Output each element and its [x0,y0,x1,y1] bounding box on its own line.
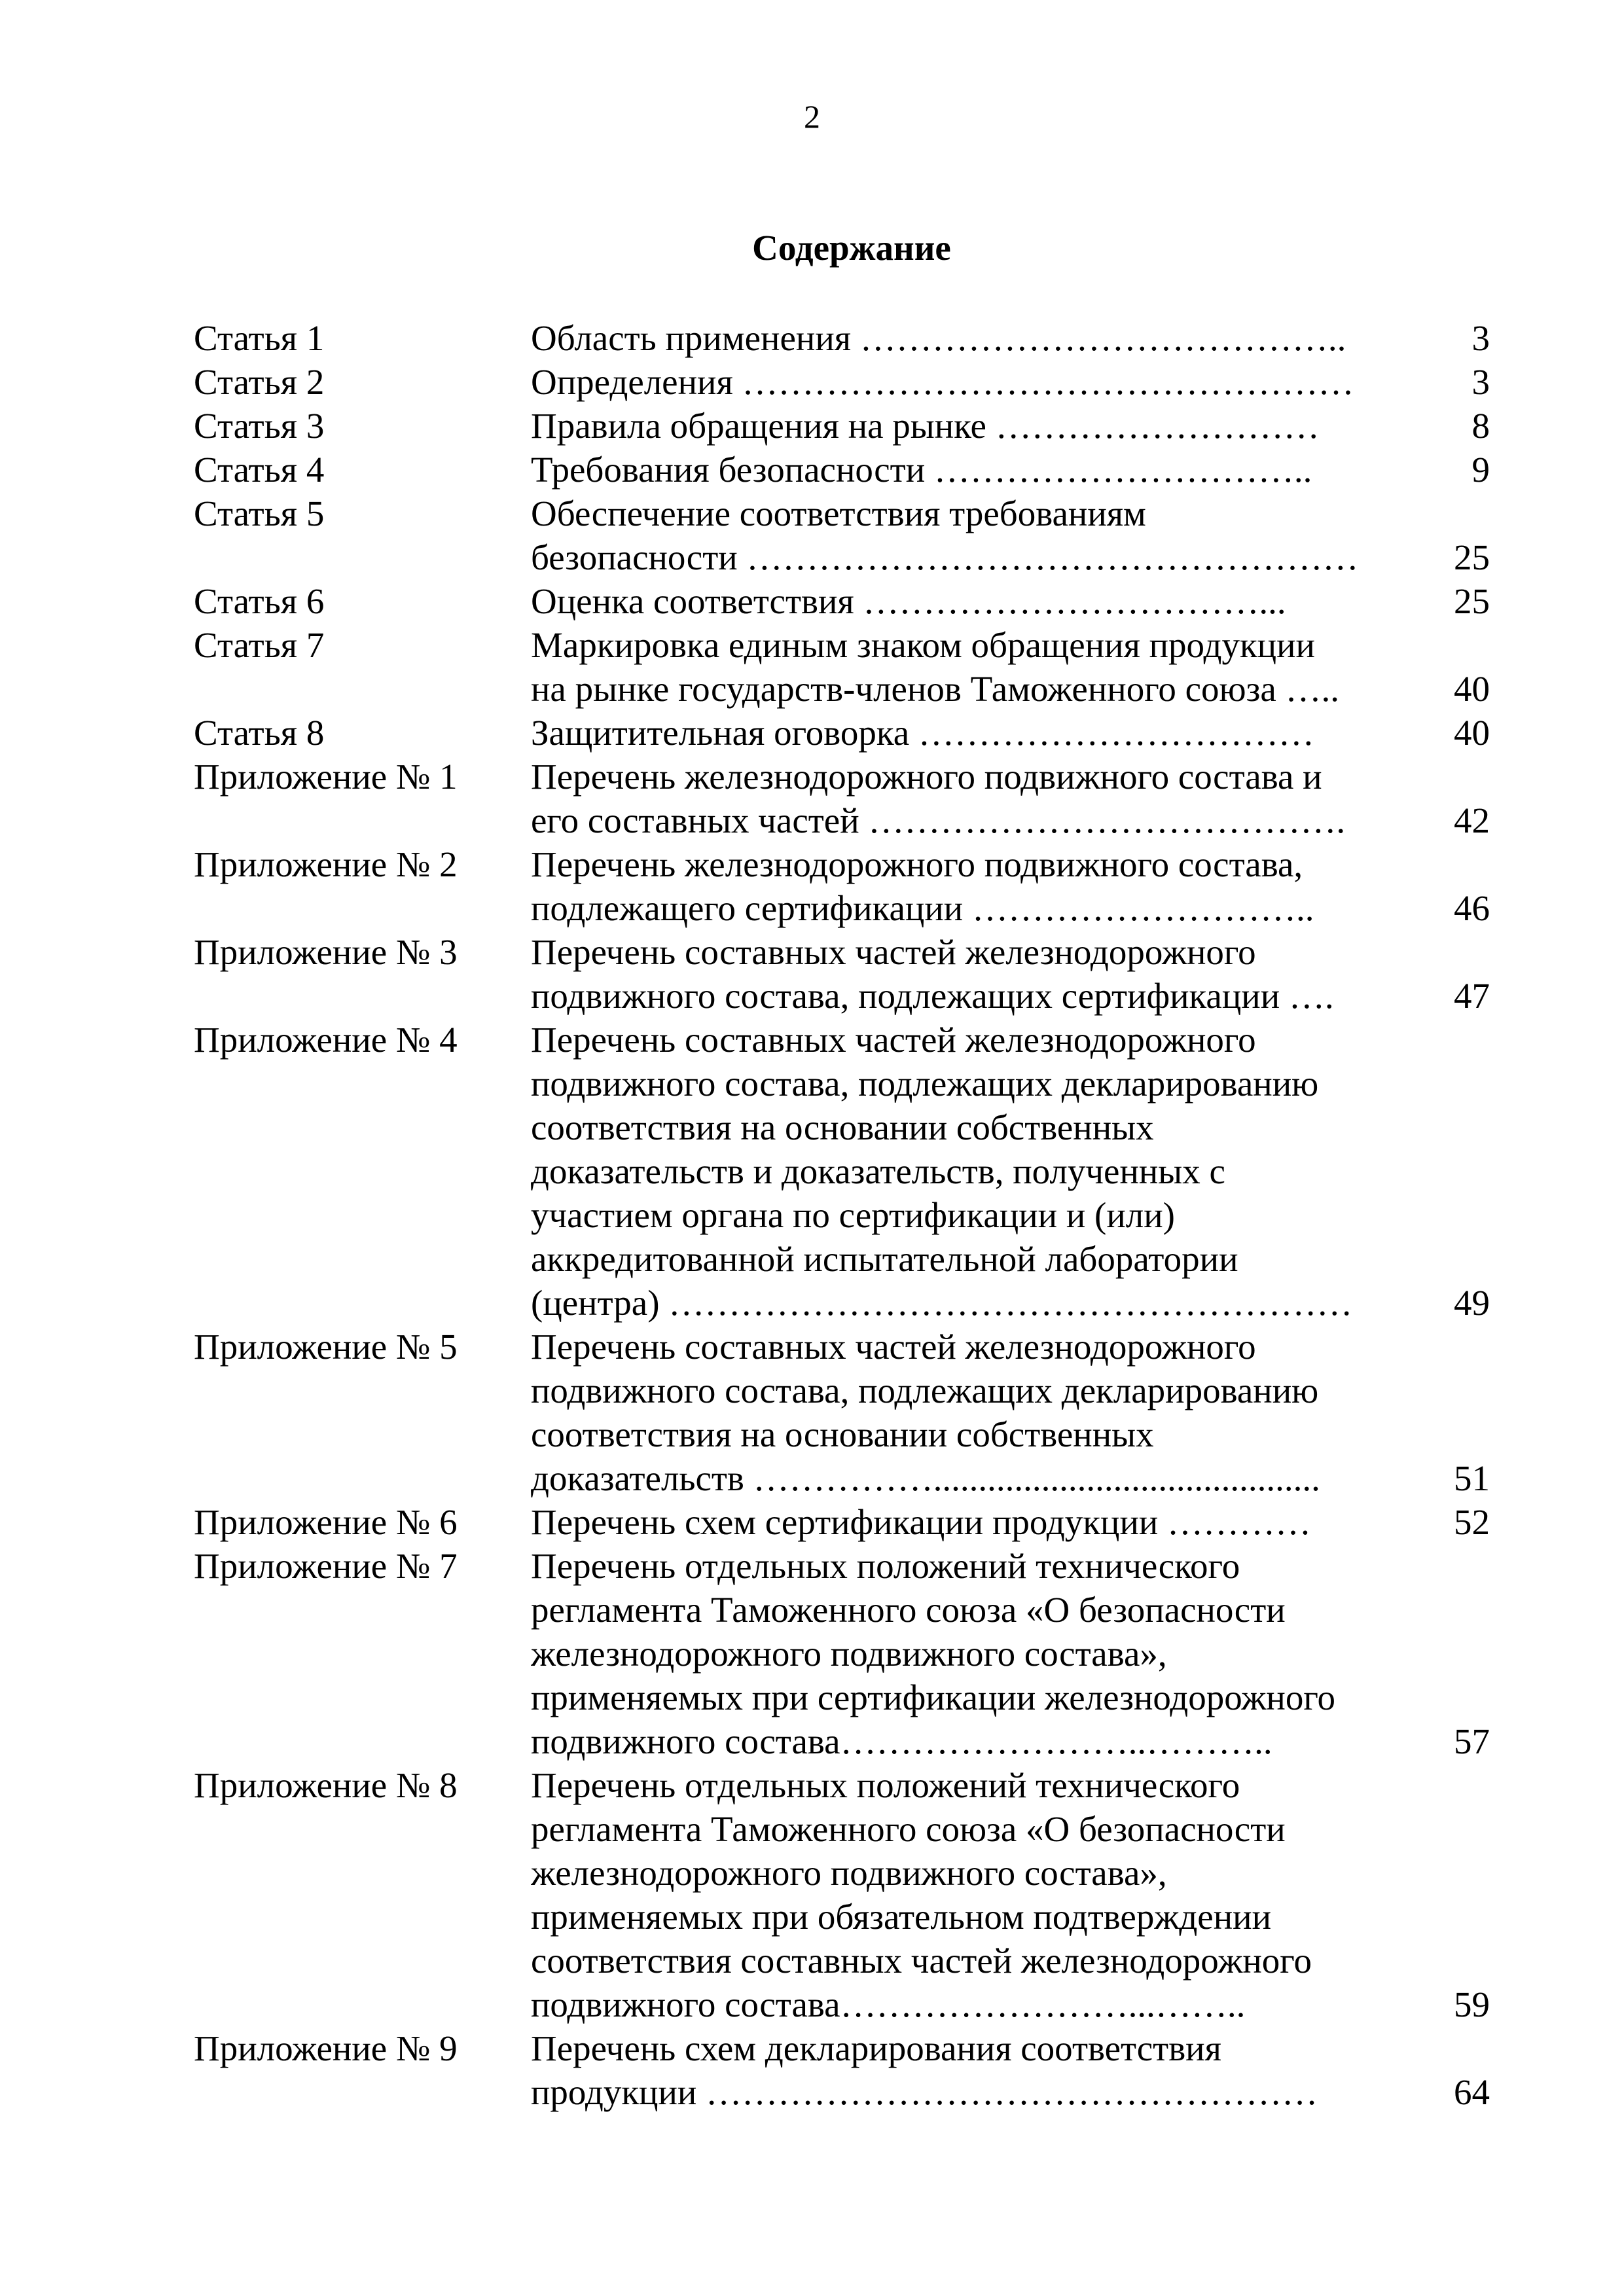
toc-entry-title: Защитительная оговорка …………………………… [531,713,1314,753]
toc-entry-page-spacer [1421,1412,1490,1456]
toc-entry-line [531,1325,1421,1369]
toc-entry-line [531,1412,1421,1456]
toc-entry-label: Статья 5 [194,493,325,533]
toc-entry-line [531,1763,1421,1807]
toc-entry-title: подвижного состава, подлежащих сертификации …. [531,976,1334,1016]
toc-entry-line [531,1149,1421,1193]
toc-entry-title: доказательств и доказательств, полученных с [531,1151,1225,1191]
toc-entry-page-spacer [1421,1149,1490,1193]
toc-entry-page-spacer [1421,623,1490,667]
toc-entry [194,316,1490,360]
toc-entry-page-spacer [1421,1895,1490,1939]
toc-entry [194,579,1490,623]
toc-entry-page-spacer [1421,1237,1490,1281]
toc-entry-body [531,1325,1490,1500]
toc-entry-line [531,974,1490,1018]
toc-entry-title: Правила обращения на рынке ……………………… [531,406,1320,446]
toc-entry-title: применяемых при сертификации железнодорожного [531,1677,1336,1717]
toc-entry-line [531,711,1490,755]
toc-entry-title: участием органа по сертификации и (или) [531,1195,1175,1235]
toc-entry-label: Статья 6 [194,581,325,621]
toc-entry-page-spacer [1421,1018,1490,1062]
toc-entry-page-spacer [1421,1105,1490,1149]
toc-entry-body [531,492,1490,579]
toc-entry-label: Приложение № 4 [194,1020,458,1060]
toc-entry-line [531,360,1490,404]
toc-entry-line [531,1982,1490,2026]
toc-entry-title: его составных частей …………………………………. [531,800,1346,840]
toc-entry-page: 51 [1454,1458,1490,1498]
toc-entry-line [531,1632,1421,1676]
toc-entry-title: соответствия на основании собственных [531,1414,1154,1454]
toc-entry-page: 49 [1454,1283,1490,1323]
toc-entry-page-spacer [1421,1369,1490,1412]
toc-entry [194,1325,1490,1500]
toc-entry-page-spacer [1421,2026,1490,2070]
toc-entry-title: продукции …………………………………………… [531,2072,1318,2112]
toc-entry-title: железнодорожного подвижного состава», [531,1853,1167,1893]
toc-entry-line [531,1939,1421,1982]
toc-entry [194,404,1490,448]
toc-entry-line [531,1807,1421,1851]
toc-entry-body [531,1763,1490,2026]
toc-entry-title: подвижного состава……………………..……….. [531,1721,1272,1761]
toc-entry-page: 25 [1454,537,1490,577]
toc-entry [194,1500,1490,1544]
toc-entry-page: 47 [1454,976,1490,1016]
toc-entry-line [531,886,1490,930]
toc-entry-label: Приложение № 6 [194,1502,458,1542]
toc-entry-page-spacer [1421,930,1490,974]
toc-entry-page: 3 [1471,318,1490,358]
toc-entry-label: Статья 2 [194,362,325,402]
toc-entry-label: Статья 8 [194,713,325,753]
toc-entry-page-spacer [1421,1193,1490,1237]
toc-entry-line [531,667,1490,711]
toc-entry-label: Статья 4 [194,450,325,490]
toc-entry-page: 3 [1471,362,1490,402]
toc-entry-label: Статья 7 [194,625,325,665]
toc-entry-title: аккредитованной испытательной лаборатории [531,1239,1238,1279]
toc-entry [194,623,1490,711]
toc-entry-page-spacer [1421,842,1490,886]
table-of-contents [194,316,1490,2114]
toc-entry-line [531,930,1421,974]
toc-entry-page-spacer [1421,1062,1490,1105]
toc-entry-line [531,1544,1421,1588]
toc-entry-page: 64 [1454,2072,1490,2112]
toc-entry-title: регламента Таможенного союза «О безопасности [531,1809,1286,1849]
toc-entry-label: Приложение № 9 [194,2028,458,2068]
toc-entry-line [531,842,1421,886]
toc-entry-title: на рынке государств-членов Таможенного союза ….. [531,669,1340,709]
toc-entry-body [531,448,1490,492]
toc-entry-body [531,1500,1490,1544]
toc-entry-title: Перечень составных частей железнодорожного [531,1020,1256,1060]
toc-entry-page: 42 [1454,800,1490,840]
toc-entry-page-spacer [1421,1939,1490,1982]
toc-entry-body [531,711,1490,755]
toc-entry-title: Перечень отдельных положений технического [531,1546,1240,1586]
toc-entry-body [531,579,1490,623]
toc-entry-title: Определения …………………………………………… [531,362,1354,402]
toc-entry-line [531,1237,1421,1281]
toc-entry-title: подвижного состава, подлежащих декларированию [531,1371,1319,1410]
toc-entry-body [531,930,1490,1018]
toc-entry-body [531,316,1490,360]
toc-entry-body [531,1544,1490,1763]
toc-entry-line [531,535,1490,579]
toc-entry-label: Приложение № 5 [194,1327,458,1367]
toc-entry-page: 9 [1471,450,1490,490]
toc-entry-line [531,1456,1490,1500]
toc-entry-page: 40 [1454,713,1490,753]
toc-entry-title: применяемых при обязательном подтверждении [531,1897,1272,1937]
toc-entry-page-spacer [1421,1763,1490,1807]
toc-entry-page-spacer [1421,492,1490,535]
toc-entry-title: Оценка соответствия ……………………………... [531,581,1286,621]
toc-entry-title: регламента Таможенного союза «О безопасности [531,1590,1286,1630]
toc-entry-line [531,1851,1421,1895]
toc-entry-body [531,623,1490,711]
toc-entry-title: подвижного состава……………………...…….. [531,1984,1246,2024]
toc-entry [194,360,1490,404]
toc-entry-title: железнодорожного подвижного состава», [531,1634,1167,1674]
toc-entry-line [531,2026,1421,2070]
toc-entry-title: Маркировка единым знаком обращения продукции [531,625,1315,665]
toc-entry-title: Перечень железнодорожного подвижного состава, [531,844,1303,884]
toc-entry-line [531,623,1421,667]
toc-entry-line [531,1588,1421,1632]
toc-entry-line [531,1062,1421,1105]
toc-entry-line [531,755,1421,798]
toc-entry [194,492,1490,579]
toc-entry-label: Приложение № 3 [194,932,458,972]
toc-entry-line [531,404,1490,448]
toc-entry-line [531,1719,1490,1763]
toc-entry-title: Перечень железнодорожного подвижного состава и [531,757,1322,797]
toc-entry-page-spacer [1421,1807,1490,1851]
toc-entry [194,711,1490,755]
toc-title: Содержание [752,228,951,268]
toc-entry-title: безопасности …………………………………………… [531,537,1359,577]
toc-entry-title: Обеспечение соответствия требованиям [531,493,1146,533]
toc-entry-body [531,2026,1490,2114]
toc-entry-line [531,798,1490,842]
toc-entry-title: доказательств ……………........................................... [531,1458,1320,1498]
toc-entry-page-spacer [1421,1632,1490,1676]
toc-entry-title: Область применения ………………………………….. [531,318,1346,358]
toc-entry-page-spacer [1421,1325,1490,1369]
toc-entry [194,755,1490,842]
toc-entry-line [531,316,1490,360]
toc-entry-line [531,1500,1490,1544]
toc-entry-line [531,1281,1490,1325]
toc-entry-line [531,579,1490,623]
toc-entry-title: соответствия на основании собственных [531,1107,1154,1147]
toc-entry-page-spacer [1421,1588,1490,1632]
toc-entry-page: 8 [1471,406,1490,446]
toc-entry-body [531,755,1490,842]
toc-entry-title: Перечень составных частей железнодорожного [531,1327,1256,1367]
toc-entry-line [531,1895,1421,1939]
toc-entry-line [531,1018,1421,1062]
toc-entry-title: (центра) ………………………………………………… [531,1283,1353,1323]
toc-entry-line [531,492,1421,535]
toc-entry [194,1544,1490,1763]
toc-entry-page: 25 [1454,581,1490,621]
toc-entry-page: 40 [1454,669,1490,709]
toc-entry-title: Перечень составных частей железнодорожного [531,932,1256,972]
toc-entry [194,2026,1490,2114]
toc-entry-page: 46 [1454,888,1490,928]
toc-entry-label: Приложение № 1 [194,757,458,797]
toc-entry-title: Требования безопасности ………………………….. [531,450,1312,490]
toc-entry-body [531,404,1490,448]
toc-entry [194,1018,1490,1325]
toc-entry-page: 57 [1454,1721,1490,1761]
toc-entry-line [531,1193,1421,1237]
toc-entry-line [531,448,1490,492]
toc-entry-page: 59 [1454,1984,1490,2024]
toc-entry-title: соответствия составных частей железнодорожного [531,1941,1312,1981]
toc-entry-body [531,1018,1490,1325]
toc-entry [194,930,1490,1018]
toc-entry-label: Приложение № 2 [194,844,458,884]
toc-entry-title: подвижного состава, подлежащих декларированию [531,1064,1319,1103]
toc-entry-label: Статья 3 [194,406,325,446]
toc-entry-line [531,1676,1421,1719]
toc-entry-page-spacer [1421,1676,1490,1719]
toc-entry-page-spacer [1421,1851,1490,1895]
toc-entry-title: Перечень отдельных положений технического [531,1765,1240,1805]
toc-entry [194,842,1490,930]
page-number: 2 [804,98,820,135]
toc-entry-body [531,842,1490,930]
toc-entry-label: Приложение № 7 [194,1546,458,1586]
toc-entry-title: подлежащего сертификации ……………………….. [531,888,1314,928]
toc-entry-title: Перечень схем декларирования соответствия [531,2028,1221,2068]
toc-entry-page-spacer [1421,1544,1490,1588]
toc-entry-page-spacer [1421,755,1490,798]
toc-entry [194,448,1490,492]
toc-entry-page: 52 [1454,1502,1490,1542]
toc-entry-title: Перечень схем сертификации продукции ………… [531,1502,1312,1542]
toc-entry [194,1763,1490,2026]
toc-entry-line [531,2070,1490,2114]
toc-entry-line [531,1369,1421,1412]
toc-entry-label: Приложение № 8 [194,1765,458,1805]
toc-entry-body [531,360,1490,404]
toc-entry-label: Статья 1 [194,318,325,358]
toc-entry-line [531,1105,1421,1149]
